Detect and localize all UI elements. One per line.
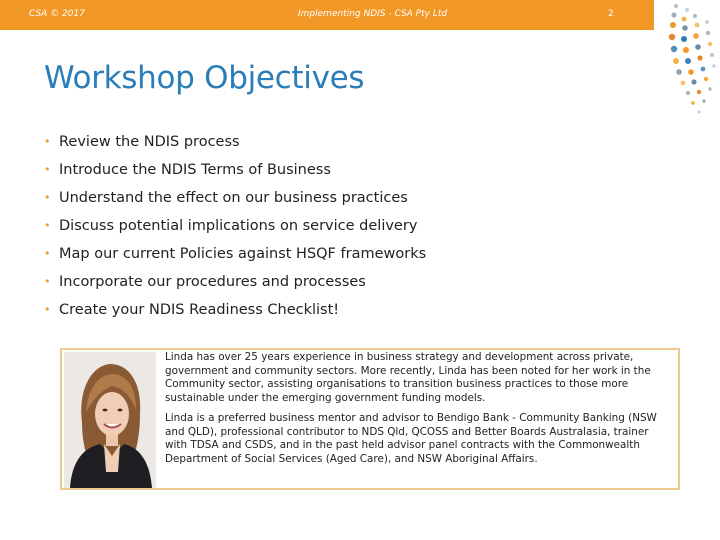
bullet-icon: • xyxy=(44,163,51,176)
list-item xyxy=(44,184,426,212)
objective-text: Review the NDIS process xyxy=(59,134,240,150)
list-item xyxy=(44,268,426,296)
objective-text: Map our current Policies against HSQF frameworks xyxy=(59,246,427,262)
list-item xyxy=(44,240,426,268)
presenter-bio-box xyxy=(60,348,680,490)
page-number: 2 xyxy=(608,9,614,19)
bullet-icon: • xyxy=(44,135,51,148)
list-item xyxy=(44,128,426,156)
header-bar xyxy=(0,0,654,30)
bullet-icon: • xyxy=(44,219,51,232)
header-title: Implementing NDIS - CSA Pty Ltd xyxy=(298,9,448,19)
objective-text: Discuss potential implications on service delivery xyxy=(59,218,418,234)
objective-text: Understand the effect on our business practices xyxy=(59,190,408,206)
presenter-bio-text xyxy=(165,351,670,473)
list-item xyxy=(44,156,426,184)
bullet-icon: • xyxy=(44,303,51,316)
list-item xyxy=(44,296,426,324)
list-item xyxy=(44,212,426,240)
bio-paragraph-2: Linda is a preferred business mentor and advisor to Bendigo Bank - Community Banking (NSW and QLD), professional contributor to NDS Qld, QCOSS and Better Boards Australasia, trainer with TDSA and CSDS, and in the past held advisor panel contracts with the Commonwealth Department of Social Services (Aged Care), and NSW Aboriginal Affairs. xyxy=(165,411,657,465)
decorative-dots xyxy=(660,0,720,130)
portrait-image xyxy=(64,352,156,488)
header-copyright: CSA © 2017 xyxy=(29,9,85,19)
objectives-list xyxy=(44,128,426,324)
bullet-icon: • xyxy=(44,247,51,260)
slide-title: Workshop Objectives xyxy=(44,60,365,96)
objective-text: Create your NDIS Readiness Checklist! xyxy=(59,302,340,318)
bio-paragraph-1: Linda has over 25 years experience in business strategy and development across private, government and community sectors. More recently, Linda has been noted for her work in the Community sector, assisting organisations to transition business practices to those more sustainable under the emerging government funding models. xyxy=(165,351,651,405)
bullet-icon: • xyxy=(44,191,51,204)
bullet-icon: • xyxy=(44,275,51,288)
objective-text: Introduce the NDIS Terms of Business xyxy=(59,162,331,178)
objective-text: Incorporate our procedures and processes xyxy=(59,274,366,290)
presenter-photo xyxy=(64,352,156,488)
